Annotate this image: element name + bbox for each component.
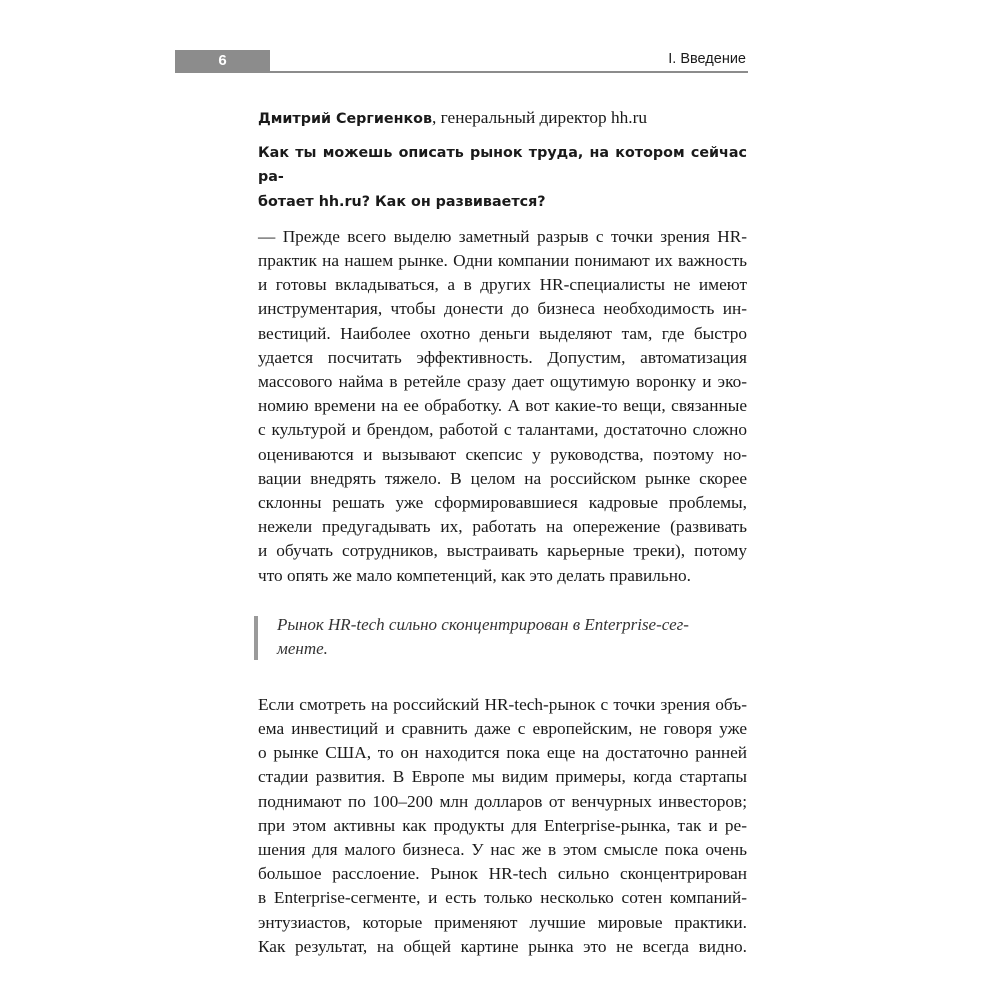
answer-line: практик на нашем рынке. Одни компании понимают их важность <box>258 251 747 271</box>
page-content <box>258 106 747 959</box>
byline <box>258 106 747 131</box>
body-line: большое расслоение. Рынок HR-tech сильно сконцентрирован <box>258 864 747 884</box>
running-header <box>175 50 748 74</box>
answer-line: с культурой и брендом, работой с талантами, достаточно сложно <box>258 420 747 440</box>
body-line: шения для малого бизнеса. У нас же в этом смысле пока очень <box>258 840 747 860</box>
byline-role: , генеральный директор hh.ru <box>432 108 647 127</box>
byline-name: Дмитрий Сергиенков <box>258 111 433 127</box>
pull-quote <box>254 613 747 661</box>
body-line: энтузиастов, которые применяют лучшие мировые практики. <box>258 912 747 932</box>
answer-line: массового найма в ретейле сразу дает ощутимую воронку и эко- <box>258 372 747 392</box>
body-line: ема инвестиций и сравнить даже с европейским, не говоря уже <box>258 719 747 739</box>
interview-question <box>258 141 747 214</box>
question-line: ботает hh.ru? Как он развивается? <box>258 193 546 210</box>
answer-line: оцениваются и вызывают скепсис у руководства, поэтому но- <box>258 444 747 464</box>
header-rule <box>175 71 748 73</box>
body-line: при этом активны как продукты для Enterprise-рынка, так и ре- <box>258 815 747 835</box>
answer-line: и обучать сотрудников, выстраивать карьерные треки), потому <box>258 541 747 561</box>
pull-quote-line: Рынок HR-tech сильно сконцентрирован в Enterprise-сег- <box>277 614 689 634</box>
pull-quote-bar <box>254 616 258 660</box>
answer-line: склонны решать уже сформировавшиеся кадровые проблемы, <box>258 493 747 513</box>
question-line: Как ты можешь описать рынок труда, на котором сейчас ра- <box>258 145 747 186</box>
answer-line: — Прежде всего выделю заметный разрыв с точки зрения HR- <box>258 226 747 246</box>
answer-line: вации внедрять тяжело. В целом на российском рынке скорее <box>258 468 747 488</box>
answer-line: инструментария, чтобы донести до бизнеса необходимость ин- <box>258 299 747 319</box>
body-line: в Enterprise-сегменте, и есть только несколько сотен компаний- <box>258 888 747 908</box>
pull-quote-line: менте. <box>277 638 328 658</box>
answer-line: номию времени на ее обработку. А вот какие-то вещи, связанные <box>258 396 747 416</box>
answer-line: нежели предугадывать их, работать на опережение (развивать <box>258 517 747 537</box>
body-line: Как результат, на общей картине рынка это не всегда видно. <box>258 936 747 956</box>
body-line: стадии развития. В Европе мы видим примеры, когда стартапы <box>258 767 747 787</box>
answer-line: удается посчитать эффективность. Допустим, автоматизация <box>258 347 747 367</box>
body-line: о рынке США, то он находится пока еще на достаточно ранней <box>258 743 747 763</box>
page-number: 6 <box>218 52 227 69</box>
answer-line: вестиций. Наиболее охотно деньги выделяют там, где быстро <box>258 323 747 343</box>
answer-line: и готовы вкладываться, а в других HR-специалисты не имеют <box>258 275 747 295</box>
chapter-title: I. Введение <box>668 51 746 67</box>
answer-line: что опять же мало компетенций, как это делать правильно. <box>258 565 692 585</box>
body-line: Если смотреть на российский HR-tech-рынок с точки зрения объ- <box>258 694 747 714</box>
interview-answer <box>258 225 747 588</box>
body-line: поднимают по 100–200 млн долларов от венчурных инвесторов; <box>258 791 747 811</box>
body-paragraph <box>258 693 747 959</box>
